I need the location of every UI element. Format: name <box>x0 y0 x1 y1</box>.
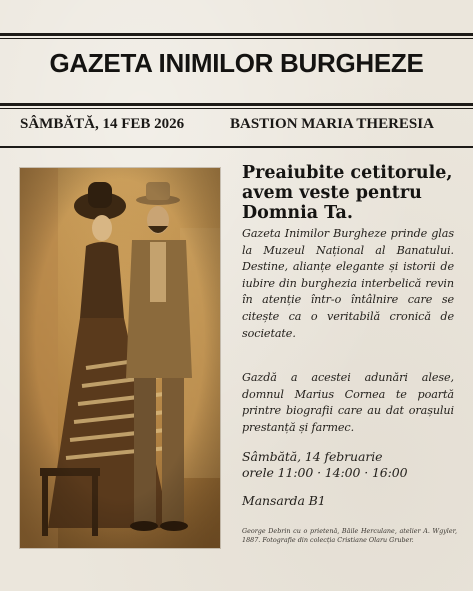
top-rule-thick <box>0 33 473 36</box>
event-date: SÂMBĂTĂ, 14 FEB 2026 <box>20 116 185 132</box>
schedule-day: Sâmbătă, 14 februarie <box>242 449 383 464</box>
event-venue: BASTION MARIA THERESIA <box>230 116 434 132</box>
dateline-rule <box>0 146 473 148</box>
couple-illustration <box>20 168 220 548</box>
article-headline: Preaiubite cetitorule, avem veste pentru Domnia Ta. <box>242 163 453 223</box>
masthead-rule-thin <box>0 108 473 109</box>
event-location: Mansarda B1 <box>242 493 326 508</box>
article-paragraph-host: Gazdă a acestei adunări alese, domnul Marius Cornea te poartă printre biografii care au dat orașului prestanță și farmec. <box>242 371 454 434</box>
masthead-rule-thick <box>0 103 473 106</box>
masthead-title: GAZETA INIMILOR BURGHEZE <box>49 48 424 78</box>
event-schedule <box>242 449 452 481</box>
vintage-couple-photo <box>20 168 220 548</box>
schedule-hours: orele 11:00 · 14:00 · 16:00 <box>242 465 408 480</box>
article-paragraph-intro: Gazeta Inimilor Burgheze prinde glas la Muzeul Național al Banatului. Destine, alianțe elegante și istorii de iubire din burghezia interbelică revin în atenție într-o întâlnire care se citește ca o veritabilă cronică de societate. <box>242 227 454 340</box>
photo-caption: George Debrin cu o prietenă, Băile Herculane, atelier A. Wgyler, 1887. Fotografie din colecția Cristiane Olaru Gruber. <box>242 527 457 544</box>
top-rule-thin <box>0 38 473 39</box>
